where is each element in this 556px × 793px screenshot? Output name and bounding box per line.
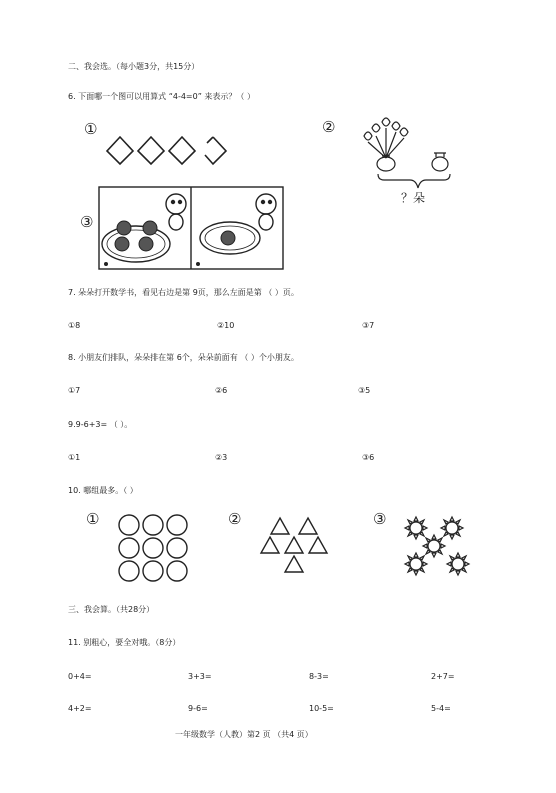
diamond-3 — [169, 137, 195, 164]
q8-option-3[interactable]: ③5 — [358, 386, 371, 395]
q7-option-2[interactable]: ②10 — [217, 321, 235, 330]
diamond-2 — [138, 137, 164, 164]
q11-row2-item1[interactable]: 4+2= — [68, 704, 92, 713]
q7-option-3[interactable]: ③7 — [362, 321, 375, 330]
q10-option-3-marker: ③ — [373, 510, 387, 528]
plate-left — [102, 226, 170, 262]
q10-option-1-marker: ① — [86, 510, 100, 528]
page-footer: 一年级数学（人教）第2 页 （共4 页） — [175, 730, 313, 739]
q9-option-3[interactable]: ③6 — [362, 453, 375, 462]
monkey-right — [256, 194, 276, 214]
question-9-text: 9.9-6+3= （ ）。 — [68, 420, 133, 429]
six-triangles-figure — [260, 516, 328, 576]
nine-circles-figure — [118, 514, 190, 582]
section-2-heading: 二、我会选。（每小题3分，共15分） — [68, 62, 200, 71]
q11-row2-item2[interactable]: 9-6= — [188, 704, 208, 713]
peach-4 — [139, 237, 153, 251]
q11-row1-item2[interactable]: 3+3= — [188, 672, 212, 681]
q11-row1-item3[interactable]: 8-3= — [309, 672, 329, 681]
question-8-text: 8. 小朋友们排队，朵朵排在第 6个，朵朵前面有 （ ）个小朋友。 — [68, 353, 299, 362]
question-10-text: 10. 哪组最多。（ ） — [68, 486, 138, 495]
q11-row1-item1[interactable]: 0+4= — [68, 672, 92, 681]
q7-option-1[interactable]: ①8 — [68, 321, 81, 330]
vase-left — [377, 157, 395, 171]
question-6-text: 6. 下面哪一个图可以用算式 “4-4=0” 来表示？（ ） — [68, 92, 255, 101]
q9-option-2[interactable]: ②3 — [215, 453, 228, 462]
monkey-left — [166, 194, 186, 214]
brace — [378, 174, 450, 188]
peach-3 — [115, 237, 129, 251]
flower-question-label: ？朵 — [401, 191, 426, 205]
peach-1 — [117, 221, 131, 235]
four-diamonds-figure — [105, 135, 235, 167]
q8-option-2[interactable]: ②6 — [215, 386, 228, 395]
q6-option-3-marker: ③ — [80, 213, 94, 231]
q11-row1-item4[interactable]: 2+7= — [431, 672, 455, 681]
question-7-text: 7. 朵朵打开数学书，看见右边是第 9页，那么左面是第 （ ）页。 — [68, 288, 299, 297]
q11-row2-item3[interactable]: 10-5= — [309, 704, 334, 713]
q11-row2-item4[interactable]: 5-4= — [431, 704, 451, 713]
q9-option-1[interactable]: ①1 — [68, 453, 81, 462]
peach-2 — [143, 221, 157, 235]
q8-option-1[interactable]: ①7 — [68, 386, 81, 395]
q6-option-2-marker: ② — [322, 118, 336, 136]
vase-right — [432, 157, 448, 171]
monkey-peaches-figure — [98, 186, 284, 270]
q6-option-1-marker: ① — [84, 120, 98, 138]
question-11-text: 11. 别粗心，要全对哦。（8分） — [68, 638, 181, 647]
peach-5 — [221, 231, 235, 245]
diamond-1 — [107, 137, 133, 164]
q10-option-2-marker: ② — [228, 510, 242, 528]
suns-figure — [400, 514, 480, 582]
section-3-heading: 三、我会算。（共28分） — [68, 605, 155, 614]
